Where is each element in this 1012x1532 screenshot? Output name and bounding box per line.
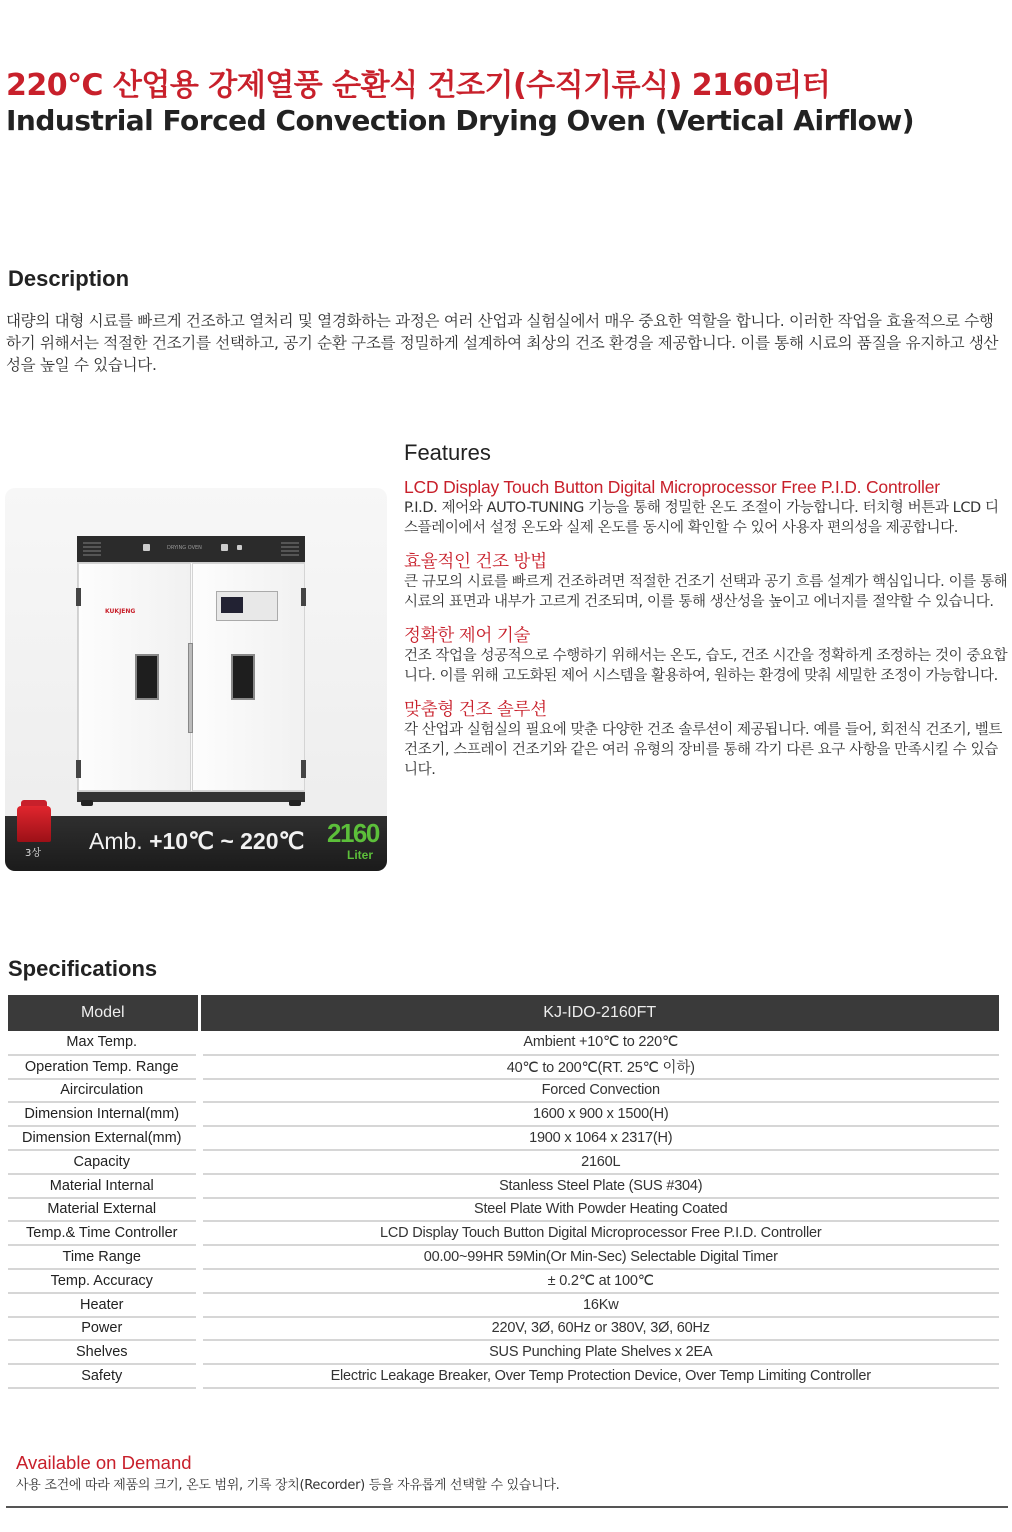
control-panel bbox=[216, 591, 278, 621]
description-body: 대량의 대형 시료를 빠르게 건조하고 열처리 및 열경화하는 과정은 여러 산업과 실험실에서 매우 중요한 역할을 합니다. 이러한 작업을 효율적으로 수행하기 위해서는 적절한 건조기를 선택하고, 공기 순환 구조를 정밀하게 설계하여 최상의 건조 환경을 제공합니다. 이를 통해 시료의 품질을 유지하고 생산성을 높일 수 있습니다. bbox=[6, 312, 999, 374]
table-row bbox=[8, 1245, 999, 1269]
feature-item bbox=[404, 476, 1010, 538]
spec-value: 1900 x 1064 x 2317(H) bbox=[199, 1126, 999, 1150]
hinge-icon bbox=[76, 588, 81, 606]
three-phase-plug-icon bbox=[17, 806, 51, 842]
spec-value: 16Kw bbox=[199, 1293, 999, 1317]
model-value: KJ-IDO-2160FT bbox=[543, 1004, 657, 1021]
feature-body: 각 산업과 실험실의 필요에 맞춘 다양한 건조 솔루션이 제공됩니다. 예를 들어, 회전식 건조기, 벨트 건조기, 스프레이 건조기와 같은 여러 유형의 장비를 통해 각기 다른 요구 사항을 만족시킬 수 있습니다. bbox=[404, 722, 1003, 778]
door-handle bbox=[188, 643, 193, 733]
foot-icon bbox=[81, 800, 93, 806]
amb-range-value: +10℃ ~ 220℃ bbox=[149, 828, 305, 854]
available-on-demand-title: Available on Demand bbox=[16, 1452, 192, 1473]
hinge-icon bbox=[76, 760, 81, 778]
feature-item bbox=[404, 624, 1010, 686]
spec-label: Temp.& Time Controller bbox=[8, 1221, 199, 1245]
table-row bbox=[8, 1055, 999, 1079]
available-on-demand-body: 사용 조건에 따라 제품의 크기, 온도 범위, 기록 장치(Recorder) 등을 자유롭게 선택할 수 있습니다. bbox=[16, 1478, 560, 1493]
temperature-range bbox=[89, 828, 304, 855]
spec-value: Ambient +10℃ to 220℃ bbox=[199, 1031, 999, 1055]
vent-icon bbox=[83, 542, 101, 556]
feature-title: 정확한 제어 기술 bbox=[404, 625, 531, 645]
oven-body bbox=[77, 562, 305, 792]
capacity-badge bbox=[327, 818, 383, 862]
lamp-icon bbox=[237, 545, 242, 550]
spec-label: Aircirculation bbox=[8, 1079, 199, 1103]
feature-body: P.I.D. 제어와 AUTO-TUNING 기능을 통해 정밀한 온도 조절이 가능합니다. 터치형 버튼과 LCD 디스플레이에서 설정 온도와 실제 온도를 동시에 확인할 수 있어 사용자 편의성을 제공합니다. bbox=[404, 500, 999, 536]
oven-top-panel bbox=[77, 536, 305, 562]
spec-value: Steel Plate With Powder Heating Coated bbox=[199, 1198, 999, 1222]
spec-value: 2160L bbox=[199, 1150, 999, 1174]
spec-label: Material External bbox=[8, 1198, 199, 1222]
features-section bbox=[404, 440, 1010, 780]
table-row bbox=[8, 1269, 999, 1293]
feature-item bbox=[404, 698, 1010, 780]
hinge-icon bbox=[301, 760, 306, 778]
specifications-heading: Specifications bbox=[8, 956, 158, 981]
table-row bbox=[8, 1364, 999, 1388]
product-image-card bbox=[5, 488, 387, 871]
oven-base bbox=[77, 792, 305, 802]
brand-logo: KUKJENG bbox=[105, 608, 136, 615]
feature-title: 효율적인 건조 방법 bbox=[404, 551, 547, 571]
table-row bbox=[8, 1150, 999, 1174]
spec-value: 1600 x 900 x 1500(H) bbox=[199, 1102, 999, 1126]
spec-value: 00.00~99HR 59Min(Or Min-Sec) Selectable Digital Timer bbox=[199, 1245, 999, 1269]
phase-label: 3상 bbox=[25, 848, 42, 859]
spec-label: Safety bbox=[8, 1364, 199, 1388]
feature-body: 건조 작업을 성공적으로 수행하기 위해서는 온도, 습도, 건조 시간을 정확하게 조정하는 것이 중요합니다. 이를 위해 고도화된 제어 시스템을 활용하여, 원하는 환경에 맞춰 세밀한 조정이 가능합니다. bbox=[404, 648, 1008, 684]
bottom-divider bbox=[6, 1506, 1008, 1508]
description-heading: Description bbox=[8, 266, 130, 291]
spec-label: Heater bbox=[8, 1293, 199, 1317]
model-label: Model bbox=[8, 995, 199, 1031]
drying-oven-illustration bbox=[77, 536, 305, 806]
spec-value: Electric Leakage Breaker, Over Temp Protection Device, Over Temp Limiting Controller bbox=[199, 1364, 999, 1388]
table-row bbox=[8, 1126, 999, 1150]
spec-value: ± 0.2℃ at 100℃ bbox=[199, 1269, 999, 1293]
table-row bbox=[8, 1174, 999, 1198]
feature-item bbox=[404, 550, 1010, 612]
switch-icon bbox=[221, 544, 228, 551]
spec-value: SUS Punching Plate Shelves x 2EA bbox=[199, 1340, 999, 1364]
spec-label: Max Temp. bbox=[8, 1031, 199, 1055]
spec-label: Time Range bbox=[8, 1245, 199, 1269]
table-row bbox=[8, 1198, 999, 1222]
table-row bbox=[8, 1031, 999, 1055]
spec-value: LCD Display Touch Button Digital Microprocessor Free P.I.D. Controller bbox=[199, 1221, 999, 1245]
page-title-korean: 220℃ 산업용 강제열풍 순환식 건조기(수직기류식) 2160리터 bbox=[6, 68, 831, 103]
table-row bbox=[8, 1102, 999, 1126]
spec-value: 40℃ to 200℃(RT. 25℃ 이하) bbox=[199, 1055, 999, 1079]
table-row bbox=[8, 1079, 999, 1103]
spec-label: Power bbox=[8, 1317, 199, 1341]
spec-label: Temp. Accuracy bbox=[8, 1269, 199, 1293]
features-heading: Features bbox=[404, 440, 491, 465]
door-window bbox=[231, 654, 255, 700]
spec-value: 220V, 3Ø, 60Hz or 380V, 3Ø, 60Hz bbox=[199, 1317, 999, 1341]
table-row bbox=[8, 1340, 999, 1364]
feature-body: 큰 규모의 시료를 빠르게 건조하려면 적절한 건조기 선택과 공기 흐름 설계가 핵심입니다. 이를 통해 시료의 표면과 내부가 고르게 건조되며, 이를 통해 생산성을 높이고 에너지를 절약할 수 있습니다. bbox=[404, 574, 1008, 610]
spec-value: Stanless Steel Plate (SUS #304) bbox=[199, 1174, 999, 1198]
table-header-row bbox=[8, 995, 999, 1031]
lcd-display-icon bbox=[221, 597, 243, 613]
oven-door-left bbox=[78, 563, 191, 791]
feature-title: 맞춤형 건조 솔루션 bbox=[404, 699, 547, 719]
spec-label: Dimension External(mm) bbox=[8, 1126, 199, 1150]
specifications-table bbox=[8, 995, 999, 1389]
switch-icon bbox=[143, 544, 150, 551]
foot-icon bbox=[289, 800, 301, 806]
spec-label: Shelves bbox=[8, 1340, 199, 1364]
feature-title: LCD Display Touch Button Digital Microprocessor Free P.I.D. Controller bbox=[404, 477, 940, 497]
table-row bbox=[8, 1221, 999, 1245]
spec-label: Capacity bbox=[8, 1150, 199, 1174]
spec-label: Material Internal bbox=[8, 1174, 199, 1198]
capacity-unit: Liter bbox=[347, 848, 374, 862]
amb-prefix: Amb. bbox=[89, 828, 150, 854]
door-window bbox=[135, 654, 159, 700]
oven-label: DRYING OVEN bbox=[167, 545, 202, 551]
spec-label: Operation Temp. Range bbox=[8, 1055, 199, 1079]
page-title-english: Industrial Forced Convection Drying Oven (Vertical Airflow) bbox=[6, 104, 915, 137]
hinge-icon bbox=[301, 588, 306, 606]
capacity-number: 2160 bbox=[327, 818, 379, 848]
table-row bbox=[8, 1293, 999, 1317]
spec-value: Forced Convection bbox=[199, 1079, 999, 1103]
vent-icon bbox=[281, 542, 299, 556]
spec-label: Dimension Internal(mm) bbox=[8, 1102, 199, 1126]
table-row bbox=[8, 1317, 999, 1341]
